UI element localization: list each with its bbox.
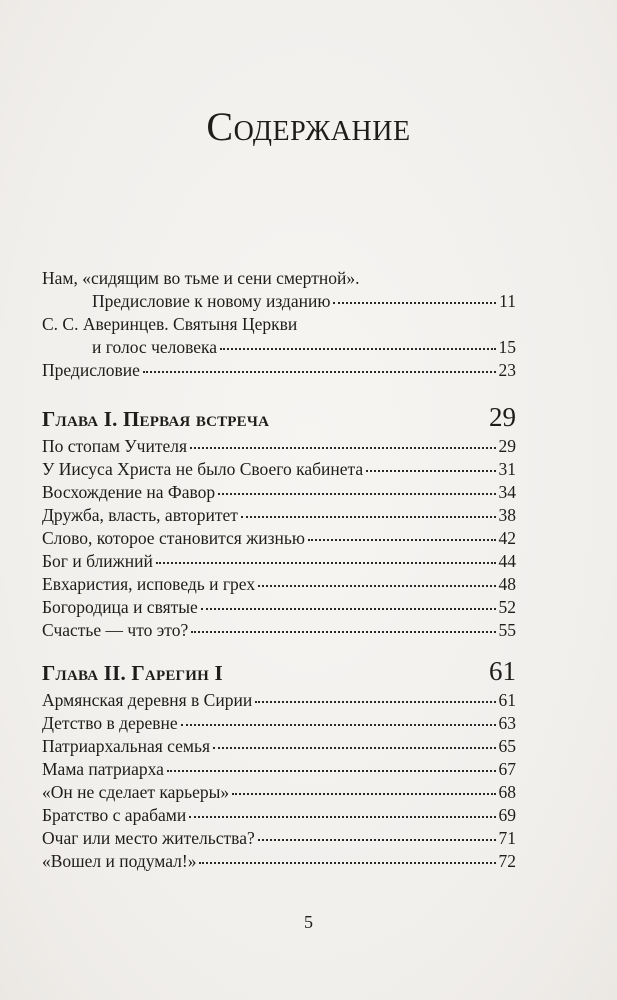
toc-entry-text: «Он не сделает карьеры» [42, 782, 230, 802]
toc-entry-text: «Вошел и подумал!» [42, 851, 197, 871]
toc-entry-text: Счастье — что это? [42, 620, 189, 640]
toc-page-number: 44 [498, 551, 516, 571]
chapter-page-number: 29 [489, 402, 516, 432]
toc-entry [42, 851, 516, 874]
toc-entry-text: Нам, «сидящим во тьме и сени смертной». [42, 268, 360, 288]
dot-leader [255, 700, 495, 703]
toc-page-number: 31 [498, 459, 516, 479]
toc-entry-text: Предисловие к новому изданию [92, 291, 331, 311]
toc-entry-text: Дружба, власть, авторитет [42, 505, 238, 525]
toc-entry-text: Патриархальная семья [42, 736, 211, 756]
toc-entry-text: Мама патриарха [42, 759, 164, 779]
toc-entry-text: Восхождение на Фавор [42, 482, 216, 502]
chapter-heading [42, 656, 516, 690]
toc-page-number: 15 [498, 337, 516, 357]
toc-entry-text: Богородица и святые [42, 597, 198, 617]
toc-page-number: 38 [498, 505, 516, 525]
toc-entry [42, 528, 516, 551]
toc-page-number: 11 [499, 291, 516, 311]
dot-leader [199, 861, 495, 864]
chapter-title: Глава II. Гарегин I [42, 661, 223, 685]
toc-entry-text: Армянская деревня в Сирии [42, 690, 253, 710]
dot-leader [167, 769, 496, 772]
toc-entry [42, 482, 516, 505]
toc-entry [42, 736, 516, 759]
toc-entry [42, 782, 516, 805]
dot-leader [143, 370, 496, 373]
dot-leader [189, 815, 495, 818]
toc-entry [42, 574, 516, 597]
toc-page-number: 72 [498, 851, 516, 871]
dot-leader [190, 446, 495, 449]
dot-leader [258, 584, 495, 587]
toc-entry-text: Слово, которое становится жизнью [42, 528, 305, 548]
chapter-1-section [42, 398, 516, 643]
toc-entry [42, 360, 516, 383]
dot-leader [366, 469, 495, 472]
toc-entry [42, 759, 516, 782]
front-matter-list [42, 268, 516, 383]
toc-page-number: 42 [498, 528, 516, 548]
toc-entry [42, 828, 516, 851]
dot-leader [241, 515, 496, 518]
toc-page-number: 63 [498, 713, 516, 733]
dot-leader [333, 301, 496, 304]
toc-page-number: 29 [498, 436, 516, 456]
toc-entry [42, 597, 516, 620]
toc-page-number: 23 [498, 360, 516, 380]
toc-page-number: 48 [498, 574, 516, 594]
page-number: 5 [304, 912, 313, 932]
chapter-heading [42, 402, 516, 436]
toc-page-number: 71 [498, 828, 516, 848]
dot-leader [218, 492, 495, 495]
toc-entry [42, 551, 516, 574]
dot-leader [191, 630, 495, 633]
toc-page-number: 55 [498, 620, 516, 640]
toc-entry [42, 713, 516, 736]
toc-entry-text: С. С. Аверинцев. Святыня Церкви [42, 314, 298, 334]
page-title: Содержание [206, 104, 411, 149]
toc-page-number: 68 [498, 782, 516, 802]
toc-page-number: 65 [498, 736, 516, 756]
chapter-page-number: 61 [489, 656, 516, 686]
toc-entry-text: Бог и ближний [42, 551, 153, 571]
toc-page-number: 67 [498, 759, 516, 779]
dot-leader [220, 347, 495, 350]
toc-entry [42, 459, 516, 482]
toc-page-number: 52 [498, 597, 516, 617]
toc-entry [42, 805, 516, 828]
toc-entry-text: Братство с арабами [42, 805, 187, 825]
toc-entry-text: и голос человека [92, 337, 218, 357]
dot-leader [181, 723, 496, 726]
toc-entry-text: Евхаристия, исповедь и грех [42, 574, 256, 594]
toc-entry [42, 620, 516, 643]
toc-entry-line [42, 268, 516, 291]
toc-page-number: 69 [498, 805, 516, 825]
chapter-title: Глава I. Первая встреча [42, 407, 270, 431]
dot-leader [232, 792, 495, 795]
toc-entry-text: Предисловие [42, 360, 140, 380]
dot-leader [213, 746, 495, 749]
chapter-2-section [42, 652, 516, 874]
toc-entry-text: У Иисуса Христа не было Своего кабинета [42, 459, 364, 479]
toc-entry [42, 337, 516, 360]
toc-entry [42, 505, 516, 528]
toc-entry-text: Детство в деревне [42, 713, 178, 733]
toc-entry [42, 690, 516, 713]
dot-leader [258, 838, 496, 841]
toc-entry-line [42, 314, 516, 337]
toc-page-number: 34 [498, 482, 516, 502]
dot-leader [156, 561, 496, 564]
toc-entry-text: Очаг или место жительства? [42, 828, 255, 848]
toc-entry [42, 291, 516, 314]
toc-entry-text: По стопам Учителя [42, 436, 188, 456]
dot-leader [201, 607, 496, 610]
toc-entry [42, 436, 516, 459]
dot-leader [308, 538, 496, 541]
toc-page-number: 61 [498, 690, 516, 710]
